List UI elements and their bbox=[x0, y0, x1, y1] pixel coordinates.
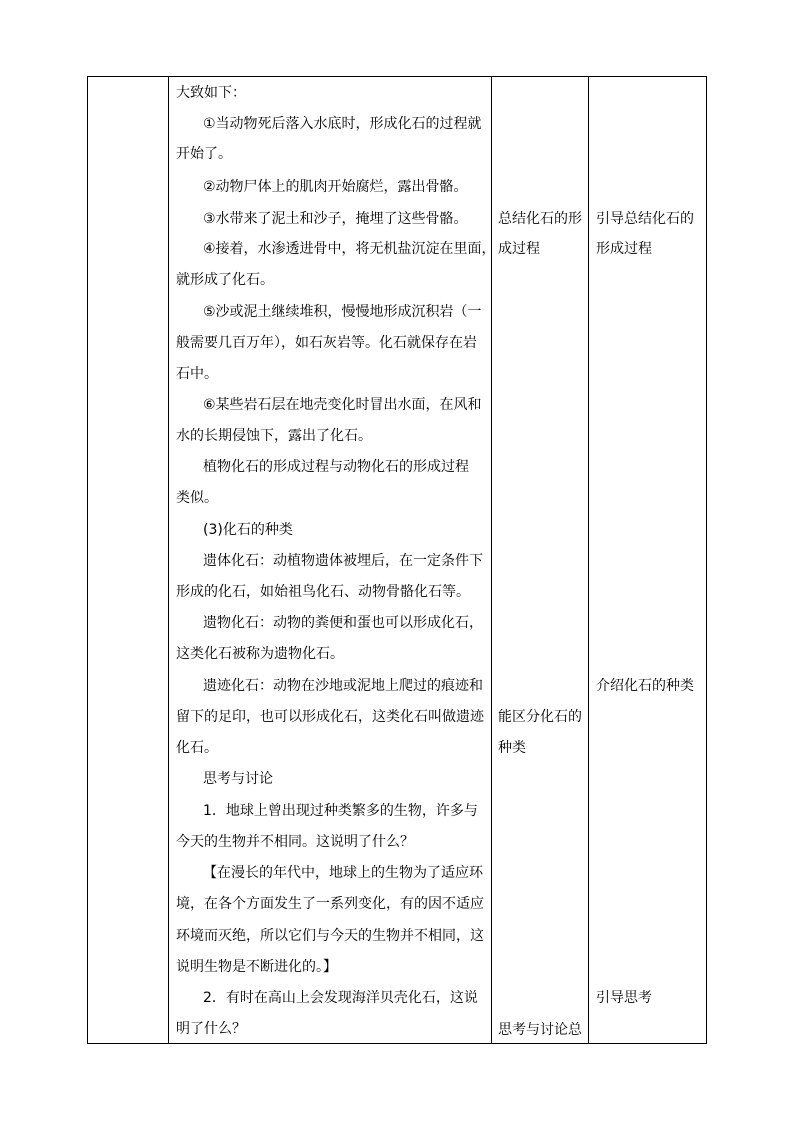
content-line: 1．地球上曾出现过种类繁多的生物，许多与 bbox=[203, 803, 478, 819]
content-line: 般需要几百万年），如石灰岩等。化石就保存在岩 bbox=[176, 335, 477, 351]
content-line: 今天的生物并不相同。这说明了什么？ bbox=[176, 834, 414, 850]
content-line: ②动物尸体上的肌肉开始腐烂，露出骨骼。 bbox=[203, 179, 468, 195]
student-activity-line: 能区分化石的 bbox=[498, 709, 582, 725]
column-divider bbox=[168, 77, 169, 1043]
content-line: 化石。 bbox=[176, 740, 218, 756]
content-line: 【在漫长的年代中，地球上的生物为了适应环 bbox=[203, 865, 483, 881]
content-line: 形成的化石，如始祖鸟化石、动物骨骼化石等。 bbox=[176, 584, 470, 600]
content-line: 大致如下： bbox=[176, 85, 246, 101]
column-divider bbox=[491, 77, 492, 1043]
content-line: 就形成了化石。 bbox=[176, 272, 274, 288]
student-activity-line: 思考与讨论总 bbox=[498, 1022, 582, 1038]
student-activity-line: 种类 bbox=[498, 740, 526, 756]
content-line: (3)化石的种类 bbox=[203, 522, 293, 538]
design-intent-line: 引导总结化石的 bbox=[596, 211, 694, 227]
content-line: 遗物化石：动物的粪便和蛋也可以形成化石， bbox=[203, 615, 483, 631]
content-line: 说明生物是不断进化的。】 bbox=[176, 959, 337, 975]
content-line: 开始了。 bbox=[176, 146, 232, 162]
content-line: 2．有时在高山上会发现海洋贝壳化石，这说 bbox=[203, 990, 478, 1006]
content-line: 境，在各个方面发生了一系列变化，有的因不适应 bbox=[176, 896, 484, 912]
student-activity-line: 成过程 bbox=[498, 241, 540, 257]
content-line: 石中。 bbox=[176, 366, 218, 382]
content-line: ⑤沙或泥土继续堆积，慢慢地形成沉积岩（一 bbox=[203, 304, 482, 320]
content-line: ⑥某些岩石层在地壳变化时冒出水面，在风和 bbox=[203, 397, 482, 413]
content-line: 环境而灭绝，所以它们与今天的生物并不相同，这 bbox=[176, 928, 484, 944]
design-intent-line: 引导思考 bbox=[596, 990, 652, 1006]
content-line: 遗迹化石：动物在沙地或泥地上爬过的痕迹和 bbox=[203, 678, 483, 694]
content-line: 思考与讨论 bbox=[203, 771, 273, 787]
column-divider bbox=[588, 77, 589, 1043]
content-line: 植物化石的形成过程与动物化石的形成过程 bbox=[203, 459, 469, 475]
content-line: 遗体化石：动植物遗体被埋后，在一定条件下 bbox=[203, 553, 483, 569]
content-line: 留下的足印，也可以形成化石，这类化石叫做遗迹 bbox=[176, 709, 484, 725]
content-line: 水的长期侵蚀下，露出了化石。 bbox=[176, 428, 372, 444]
design-intent-line: 介绍化石的种类 bbox=[596, 678, 694, 694]
content-line: 类似。 bbox=[176, 490, 218, 506]
design-intent-line: 形成过程 bbox=[596, 241, 652, 257]
content-line: ③水带来了泥土和沙子，掩埋了这些骨骼。 bbox=[203, 211, 468, 227]
content-line: ①当动物死后落入水底时，形成化石的过程就 bbox=[203, 116, 482, 132]
content-line: 明了什么？ bbox=[176, 1021, 246, 1037]
lesson-table bbox=[87, 76, 707, 1044]
content-line: 这类化石被称为遗物化石。 bbox=[176, 646, 344, 662]
content-line: ④接着，水渗透进骨中，将无机盐沉淀在里面， bbox=[203, 241, 496, 257]
student-activity-line: 总结化石的形 bbox=[498, 211, 582, 227]
